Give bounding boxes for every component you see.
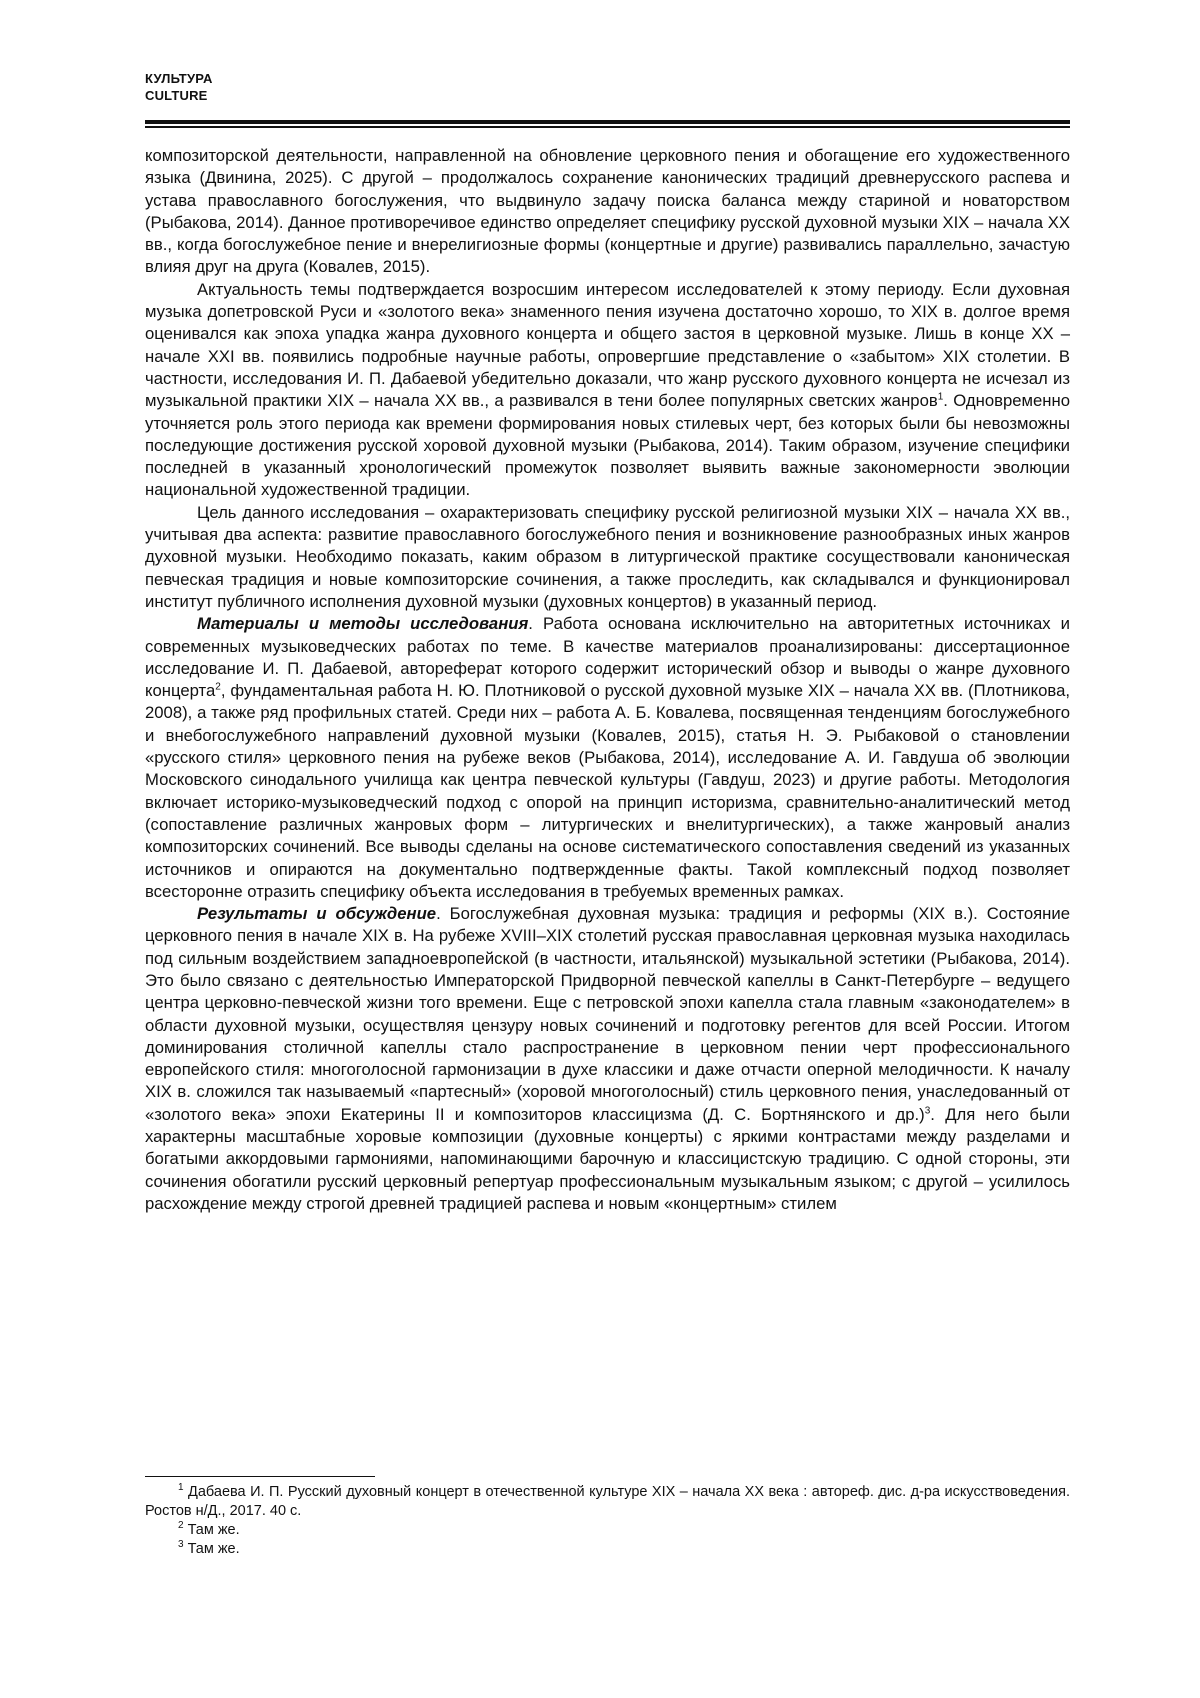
body-text [145, 145, 1070, 1215]
running-header [145, 70, 213, 104]
footnote-ref: 3 [924, 1105, 931, 1117]
header-title-en: CULTURE [145, 88, 208, 103]
footnote: $^2$ Там же. [178, 1520, 240, 1538]
paragraph: Результаты и обсуждение. Богослужебная духовная музыка: традиция и реформы (XIX в.). Состояние церковного пения в начале XIX в. На рубеже XVIII–XIX столетий русская православная церковная музыка находилась под сильным воздействием западноевропейской (в частности, итальянской) музыкальной эстетики (Рыбакова, 2014). Это было связано с деятельностью Императорской Придворной певческой капеллы в Санкт-Петербурге – ведущего центра церковно-певческой жизни того времени. Еще с петровской эпохи капелла стала главным «законодателем» в области духовной музыки, осуществляя цензуру новых сочинений и подготовку регентов для всей России. Итогом доминирования столичной капеллы стало распространение в церковном пении черт профессионального европейского стиля: многоголосной гармонизации в духе классики и даже отчасти оперной мелодичности. К началу XIX в. сложился так называемый «партесный» (хоровой многоголосный) стиль церковного пения, унаследованный от «золотого века» эпохи Екатерины II и композиторов классицизма (Д. С. Бортнянского и др.)$^3$. Для него были характерны масштабные хоровые композиции (духовные концерты) с яркими контрастами между разделами и богатыми аккордовыми гармониями, напоминающими барочную и классицистскую традицию. С одной стороны, эти сочинения обогатили русский церковный репертуар профессиональным музыкальным языком; с другой – усилилось расхождение между строгой древней традицией распева и новым «концертным» стилем [145, 904, 1070, 1213]
footnote: $^3$ Там же. [178, 1539, 240, 1557]
paragraph: Цель данного исследования – охарактеризовать специфику русской религиозной музыки XIX – начала XX вв., учитывая два аспекта: развитие православного богослужебного пения и возникновение разнообразных иных жанров духовной музыки. Необходимо показать, каким образом в литургической практике сосуществовали каноническая певческая традиция и новые композиторские сочинения, а также проследить, как складывался и функционировал институт публичного исполнения духовной музыки (духовных концертов) в указанный период. [145, 502, 1070, 611]
header-title-ru: КУЛЬТУРА [145, 71, 213, 86]
footnote-ref: 1 [937, 391, 944, 403]
section-heading-results: Результаты и обсуждение [197, 904, 437, 924]
section-heading-materials: Материалы и методы исследования [197, 614, 529, 634]
paragraph: композиторской деятельности, направленной на обновление церковного пения и обогащение его художественного языка (Двинина, 2025). С другой – продолжалось сохранение канонических традиций древнерусского распева и устава православного богослужения, что выдвинуло задачу поиска баланса между стариной и новаторством (Рыбакова, 2014). Данное противоречивое единство определяет специфику русской духовной музыки XIX – начала XX вв., когда богослужебное пение и внерелигиозные формы (концертные и другие) развивались параллельно, зачастую влияя друг на друга (Ковалев, 2015). [145, 146, 1070, 277]
header-rule [145, 120, 1070, 128]
paragraph: Актуальность темы подтверждается возросшим интересом исследователей к этому периоду. Если духовная музыка допетровской Руси и «золотого века» знаменного пения изучена достаточно хорошо, то XIX в. долгое время оценивался как эпоха упадка жанра духовного концерта и общего застоя в церковной музыке. Лишь в конце XX – начале XXI вв. появились подробные научные работы, опровергшие представление о «забытом» XIX столетии. В частности, исследования И. П. Дабаевой убедительно доказали, что жанр русского духовного концерта не исчезал из музыкальной практики XIX – начала XX вв., а развивался в тени более популярных светских жанров$^1$. Одновременно уточняется роль этого периода как времени формирования новых стилевых черт, без которых были бы невозможны последующие достижения русской хоровой духовной музыки (Рыбакова, 2014). Таким образом, изучение специфики последней в указанный хронологический промежуток позволяет выявить важные закономерности эволюции национальной художественной традиции. [145, 279, 1071, 500]
footnote-separator [145, 1476, 375, 1477]
footnote: $^1$ Дабаева И. П. Русский духовный концерт в отечественной культуре XIX – начала XX века : автореф. дис. д-ра искусствоведения. Ростов н/Д., 2017. 40 с. [145, 1482, 1070, 1519]
footnotes [145, 1483, 1070, 1559]
footnote-ref: 2 [215, 681, 221, 693]
paragraph: Материалы и методы исследования. Работа основана исключительно на авторитетных источниках и современных музыковедческих работах по теме. В качестве материалов проанализированы: диссертационное исследование И. П. Дабаевой, автореферат которого содержит исторический обзор и выводы о жанре духовного концерта$^2$, фундаментальная работа Н. Ю. Плотниковой о русской духовной музыке XIX – начала XX вв. (Плотникова, 2008), а также ряд профильных статей. Среди них – работа А. Б. Ковалева, посвященная тенденциям богослужебного и внебогослужебного направлений духовной музыки (Ковалев, 2015), статья Н. Э. Рыбаковой о становлении «русского стиля» церковного пения на рубеже веков (Рыбакова, 2014), исследование А. И. Гавдуша об эволюции Московского синодального училища как центра певческой культуры (Гавдуш, 2023) и другие работы. Методология включает историко-музыковедческий подход с опорой на принцип историзма, сравнительно-аналитический метод (сопоставление различных жанровых форм – литургических и внелитургических), а также жанровый анализ композиторских сочинений. Все выводы сделаны на основе систематического сопоставления сведений из указанных источников и опираются на документально подтвержденные факты. Такой комплексный подход позволяет всесторонне отразить специфику объекта исследования в требуемых временных рамках. [145, 614, 1070, 901]
